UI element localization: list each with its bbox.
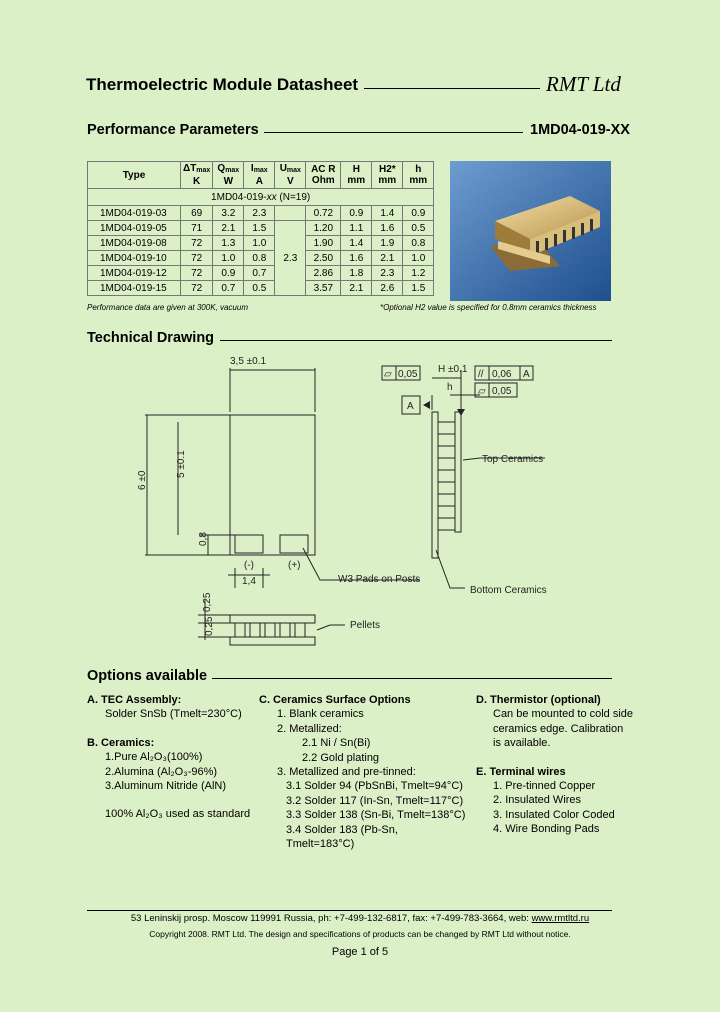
top-ceramics-label: Top Ceramics bbox=[482, 454, 544, 465]
tec-assembly-item: Solder SnSb (Tmelt=230°C) bbox=[105, 708, 242, 721]
dim-pad-height: 0,8 bbox=[198, 532, 209, 546]
value-cell: 2.3 bbox=[372, 266, 403, 281]
column-header: AC R Ohm bbox=[306, 162, 341, 189]
plus-terminal-label: (+) bbox=[288, 560, 301, 571]
terminal-wires-title: E. Terminal wires bbox=[476, 765, 566, 778]
options-col-1 bbox=[87, 693, 257, 822]
model-code: 1MD04-019-XX bbox=[530, 122, 630, 138]
column-header: $I_{max}$ A bbox=[244, 162, 275, 189]
performance-table bbox=[87, 161, 434, 296]
umax-cell: 2.3 bbox=[275, 221, 306, 296]
thermistor-title: D. Thermistor (optional) bbox=[476, 694, 601, 706]
column-header: H mm bbox=[341, 162, 372, 189]
type-header: Type bbox=[88, 162, 181, 189]
bottom-ceramics-label: Bottom Ceramics bbox=[470, 585, 547, 596]
header-rule bbox=[364, 88, 540, 89]
value-cell: 1.90 bbox=[306, 236, 341, 251]
options-col-3 bbox=[476, 693, 646, 837]
value-cell: 1.9 bbox=[372, 236, 403, 251]
terminal-wire-option: 2. Insulated Wires bbox=[493, 794, 582, 807]
ceramics-item: 2.Alumina (Al₂O₃-96%) bbox=[105, 765, 218, 778]
table-row bbox=[88, 206, 434, 221]
footer-copyright: Copyright 2008. RMT Ltd. The design and specifications of products can be changed by RMT Ltd without notice. bbox=[149, 929, 571, 939]
value-cell: 72 bbox=[181, 281, 213, 296]
type-cell: 1MD04-019-05 bbox=[88, 221, 181, 236]
parallel-symbol: // bbox=[478, 369, 484, 380]
height-dim-label: H ±0.1 bbox=[438, 364, 468, 375]
value-cell: 1.20 bbox=[306, 221, 341, 236]
drawing-section-title: Technical Drawing bbox=[87, 330, 215, 346]
pellets-label: Pellets bbox=[350, 620, 381, 631]
value-cell: 1.3 bbox=[213, 236, 244, 251]
h-dim-label: h bbox=[447, 382, 453, 393]
value-cell: 72 bbox=[181, 236, 213, 251]
value-cell: 0.7 bbox=[213, 281, 244, 296]
surface-option: 3. Metallized and pre-tinned: bbox=[277, 766, 416, 779]
parallel-tolerance: 0,06 bbox=[492, 369, 512, 380]
value-cell: 2.1 bbox=[372, 251, 403, 266]
flatness-tolerance: 0,05 bbox=[398, 369, 418, 380]
flatness-symbol-2: ▱ bbox=[478, 386, 486, 397]
surface-option: 2.2 Gold plating bbox=[302, 751, 380, 764]
options-section-title: Options available bbox=[87, 668, 208, 684]
type-cell: 1MD04-019-12 bbox=[88, 266, 181, 281]
value-cell: 0.5 bbox=[244, 281, 275, 296]
footer-address: 53 Leninskij prosp. Moscow 119991 Russia, ph: +7-499-132-6817, fax: +7-499-783-3664, web: www.rmtltd.ru bbox=[130, 913, 590, 924]
value-cell: 0.7 bbox=[244, 266, 275, 281]
dim-width: 3,5 ±0.1 bbox=[230, 356, 267, 367]
surface-option: 3.2 Solder 117 (In-Sn, Tmelt=117°C) bbox=[286, 794, 464, 807]
column-header: h mm bbox=[403, 162, 434, 189]
value-cell: 0.72 bbox=[306, 206, 341, 221]
minus-terminal-label: (-) bbox=[244, 560, 254, 571]
table-row bbox=[88, 236, 434, 251]
dim-025-b: 0,25 bbox=[204, 616, 215, 636]
note-right: *Optional H2 value is specified for 0.8mm ceramics thickness bbox=[380, 303, 597, 312]
table-row bbox=[88, 281, 434, 296]
options-rule bbox=[212, 678, 612, 679]
surface-option: 3.4 Solder 183 (Pb-Sn, Tmelt=183°C) bbox=[286, 823, 398, 851]
value-cell: 1.4 bbox=[372, 206, 403, 221]
tec-assembly-title: A. TEC Assembly: bbox=[87, 694, 182, 706]
thermistor-text: ceramics edge. Calibration bbox=[493, 722, 624, 735]
flatness-symbol: ▱ bbox=[384, 369, 392, 380]
value-cell: 1.5 bbox=[244, 221, 275, 236]
value-cell: 2.6 bbox=[372, 281, 403, 296]
value-cell: 1.5 bbox=[403, 281, 434, 296]
value-cell: 3.57 bbox=[306, 281, 341, 296]
surface-option: 3.1 Solder 94 (PbSnBi, Tmelt=94°C) bbox=[286, 780, 463, 793]
value-cell: 0.9 bbox=[213, 266, 244, 281]
value-cell: 2.1 bbox=[213, 221, 244, 236]
column-header: H2* mm bbox=[372, 162, 403, 189]
column-header: $\Delta T_{max}$ K bbox=[181, 162, 213, 189]
value-cell: 71 bbox=[181, 221, 213, 236]
value-cell: 2.50 bbox=[306, 251, 341, 266]
datum-ref: A bbox=[523, 369, 530, 380]
note-left: Performance data are given at 300K, vacuum bbox=[87, 303, 248, 312]
dim-height-outer: 6 ±0 bbox=[137, 470, 148, 490]
value-cell: 1.1 bbox=[341, 221, 372, 236]
surface-option: 3.3 Solder 138 (Sn-Bi, Tmelt=138°C) bbox=[286, 809, 466, 822]
type-cell: 1MD04-019-03 bbox=[88, 206, 181, 221]
terminal-wire-option: 1. Pre-tinned Copper bbox=[493, 780, 596, 793]
value-cell: 1.6 bbox=[372, 221, 403, 236]
value-cell: 1.0 bbox=[403, 251, 434, 266]
table-row bbox=[88, 251, 434, 266]
value-cell: 1.4 bbox=[341, 236, 372, 251]
value-cell: 1.2 bbox=[403, 266, 434, 281]
value-cell: 0.9 bbox=[341, 206, 372, 221]
type-cell: 1MD04-019-10 bbox=[88, 251, 181, 266]
page-number: Page 1 of 5 bbox=[331, 946, 389, 958]
website-link[interactable]: www.rmtltd.ru bbox=[531, 913, 590, 924]
surface-options-title: C. Ceramics Surface Options bbox=[259, 694, 411, 706]
surface-option: 1. Blank ceramics bbox=[277, 708, 364, 721]
value-cell: 1.0 bbox=[213, 251, 244, 266]
value-cell: 3.2 bbox=[213, 206, 244, 221]
document-title: Thermoelectric Module Datasheet bbox=[86, 75, 359, 94]
flatness-tolerance-2: 0,05 bbox=[492, 386, 512, 397]
terminal-wire-option: 4. Wire Bonding Pads bbox=[493, 823, 600, 836]
performance-section-title: Performance Parameters bbox=[87, 122, 259, 138]
value-cell: 72 bbox=[181, 251, 213, 266]
value-cell: 69 bbox=[181, 206, 213, 221]
value-cell: 0.8 bbox=[244, 251, 275, 266]
ceramics-title: B. Ceramics: bbox=[87, 736, 155, 749]
performance-rule bbox=[264, 132, 523, 133]
table-row bbox=[88, 266, 434, 281]
module-photo bbox=[450, 161, 611, 301]
thermistor-text: is available. bbox=[493, 737, 551, 750]
drawing-rule bbox=[220, 340, 612, 341]
column-header: $U_{max}$ V bbox=[275, 162, 306, 189]
ceramics-item: 1.Pure Al₂O₃(100%) bbox=[105, 751, 203, 764]
options-col-2 bbox=[259, 693, 469, 851]
value-cell: 1.8 bbox=[341, 266, 372, 281]
value-cell: 1.6 bbox=[341, 251, 372, 266]
value-cell: 0.5 bbox=[403, 221, 434, 236]
value-cell: 1.0 bbox=[244, 236, 275, 251]
dim-pad-width: 1,4 bbox=[242, 576, 256, 587]
value-cell: 0.9 bbox=[403, 206, 434, 221]
datum-label: A bbox=[407, 401, 414, 412]
thermistor-text: Can be mounted to cold side bbox=[493, 708, 634, 721]
column-header: $Q_{max}$ W bbox=[213, 162, 244, 189]
pads-label: W3 Pads on Posts bbox=[338, 574, 421, 585]
terminal-wire-option: 3. Insulated Color Coded bbox=[493, 808, 615, 821]
value-cell: 2.3 bbox=[244, 206, 275, 221]
value-cell: 0.8 bbox=[403, 236, 434, 251]
type-cell: 1MD04-019-08 bbox=[88, 236, 181, 251]
value-cell: 2.1 bbox=[341, 281, 372, 296]
table-row bbox=[88, 221, 434, 236]
ceramics-note: 100% Al₂O₃ used as standard bbox=[105, 808, 251, 821]
value-cell: 72 bbox=[181, 266, 213, 281]
brand-name: RMT Ltd bbox=[546, 72, 621, 96]
umax-empty-cell bbox=[275, 206, 306, 221]
technical-drawing bbox=[120, 350, 610, 655]
ceramics-item: 3.Aluminum Nitride (AlN) bbox=[105, 780, 227, 793]
type-cell: 1MD04-019-15 bbox=[88, 281, 181, 296]
surface-option: 2. Metallized: bbox=[277, 722, 342, 735]
footer-rule bbox=[87, 910, 612, 911]
value-cell: 2.86 bbox=[306, 266, 341, 281]
dim-025-a: 0,25 bbox=[202, 592, 213, 612]
surface-option: 2.1 Ni / Sn(Bi) bbox=[302, 737, 371, 750]
dim-height-inner: 5 ±0.1 bbox=[176, 450, 187, 478]
group-row: 1MD04-019-xx (N=19) bbox=[88, 189, 434, 206]
